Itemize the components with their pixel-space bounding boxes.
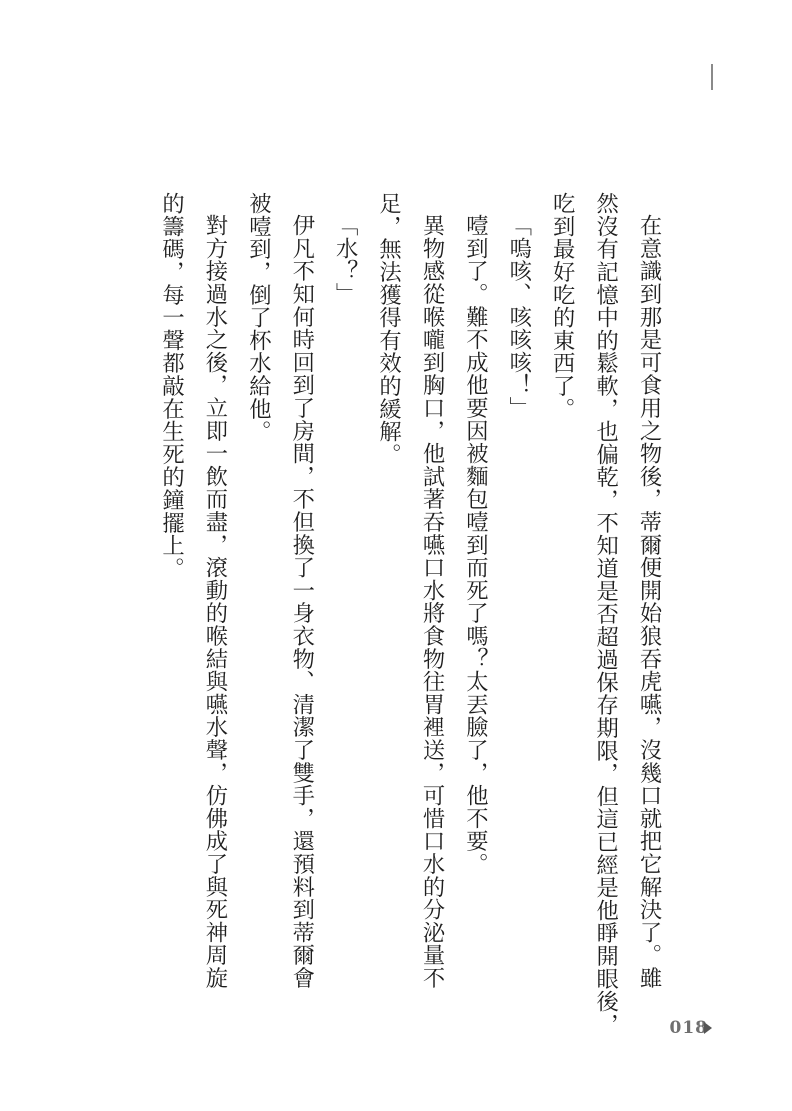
text-line: 噎到了。難不成他要因被麵包噎到而死了嗎？太丟臉了，他不要。 xyxy=(462,214,489,876)
body-text xyxy=(150,192,670,1036)
text-line: 「水？」 xyxy=(332,214,359,306)
text-line: 的籌碼，每一聲都敲在生死的鐘擺上。 xyxy=(158,192,185,580)
text-line: 「嗚咳、咳咳咳！」 xyxy=(505,214,532,420)
text-line: 在意識到那是可食用之物後，蒂爾便開始狼吞虎嚥，沒幾口就把它解決了。雖 xyxy=(636,214,662,990)
text-line: 被噎到，倒了杯水給他。 xyxy=(245,192,272,443)
header-rule xyxy=(711,64,713,90)
text-line: 對方接過水之後，立即一飲而盡，滾動的喉結與嚥水聲，仿佛成了與死神周旋 xyxy=(201,214,228,990)
text-line: 異物感從喉嚨到胸口，他試著吞嚥口水將食物往胃裡送，可惜口水的分泌量不 xyxy=(418,214,445,990)
right-triangle-icon xyxy=(704,1022,712,1034)
text-line: 然沒有記憶中的鬆軟，也偏乾，不知道是否超過保存期限，但這已經是他睜開眼後， xyxy=(592,192,619,1036)
page-number: 018 xyxy=(669,1018,708,1038)
text-line: 足，無法獲得有效的緩解。 xyxy=(375,192,402,466)
text-line: 伊凡不知何時回到了房間，不但換了一身衣物、清潔了雙手，還預料到蒂爾會 xyxy=(288,214,315,990)
text-line: 吃到最好吃的東西了。 xyxy=(549,192,576,420)
